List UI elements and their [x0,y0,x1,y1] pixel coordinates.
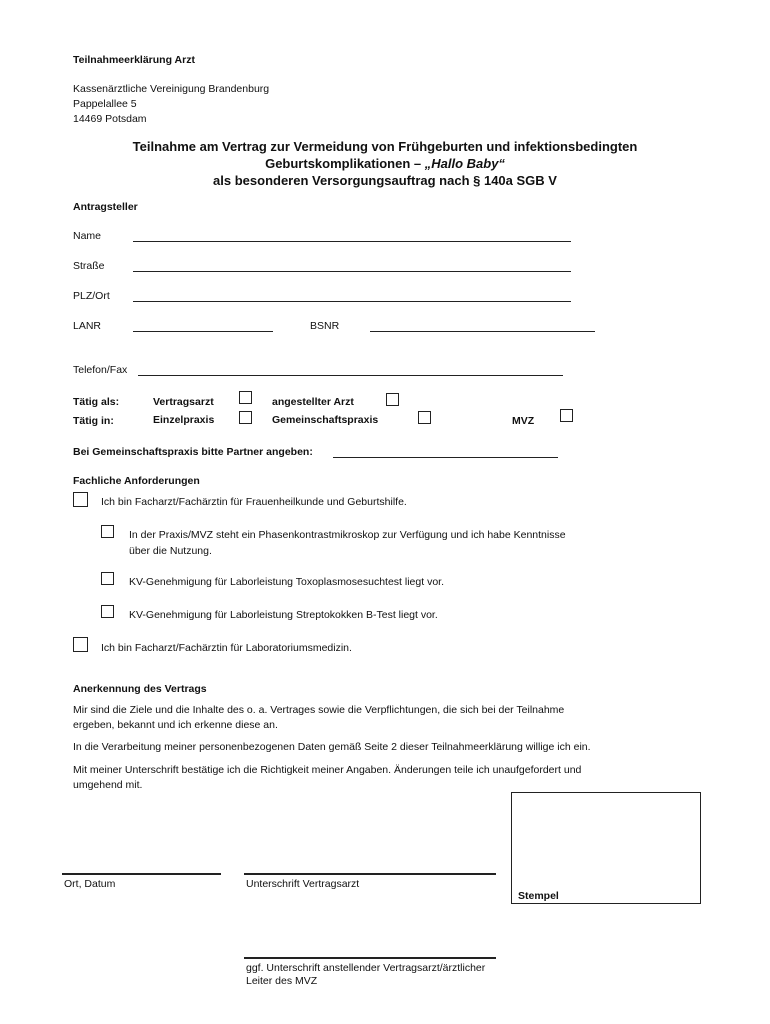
bsnr-label: BSNR [310,320,340,332]
contract-title-program: „Hallo Baby“ [424,156,505,171]
vertragsarzt-label: Vertragsarzt [153,396,214,408]
angestellter-arzt-checkbox[interactable] [386,393,399,406]
address-line-3: 14469 Potsdam [73,113,147,125]
frauenheilkunde-checkbox[interactable] [73,492,88,507]
requirements-heading: Fachliche Anforderungen [73,475,200,487]
street-field[interactable] [133,271,571,272]
bsnr-field[interactable] [370,331,595,332]
laboratoriumsmedizin-label: Ich bin Facharzt/Fachärztin für Laboratoriumsmedizin. [101,642,352,654]
toxoplasmose-checkbox[interactable] [101,572,114,585]
employer-signature-line[interactable] [244,957,496,959]
ack-paragraph-2: In die Verarbeitung meiner personenbezogenen Daten gemäß Seite 2 dieser Teilnahmeerklärung willige ich ein. [73,741,591,753]
phasenkontrast-label-2: über die Nutzung. [129,545,212,557]
stamp-box[interactable] [511,792,701,904]
contract-title-line-2 [0,156,770,171]
lanr-field[interactable] [133,331,273,332]
toxoplasmose-label: KV-Genehmigung für Laborleistung Toxoplasmosesuchtest liegt vor. [129,576,444,588]
zip-city-field[interactable] [133,301,571,302]
contract-title-line-1: Teilnahme am Vertrag zur Vermeidung von Frühgeburten und infektionsbedingten [132,139,638,154]
phasenkontrast-checkbox[interactable] [101,525,114,538]
place-date-line[interactable] [62,873,221,875]
contract-title-line-3: als besonderen Versorgungsauftrag nach § 140a SGB V [213,173,557,188]
partner-field[interactable] [333,457,558,458]
place-date-label: Ort, Datum [64,878,116,890]
phasenkontrast-label-1: In der Praxis/MVZ steht ein Phasenkontrastmikroskop zur Verfügung und ich habe Kenntnisse [129,529,566,541]
employer-signature-label-1: ggf. Unterschrift anstellender Vertragsarzt/ärztlicher [246,962,486,974]
employer-signature-label-2: Leiter des MVZ [246,975,318,987]
ack-paragraph-1-line-2: ergeben, bekannt und ich erkenne diese an. [73,719,278,731]
lanr-label: LANR [73,320,102,332]
name-field[interactable] [133,241,571,242]
stamp-label: Stempel [518,890,559,902]
applicant-heading: Antragsteller [73,201,138,213]
signature-line[interactable] [244,873,496,875]
street-label: Straße [73,260,105,272]
einzelpraxis-checkbox[interactable] [239,411,252,424]
address-line-1: Kassenärztliche Vereinigung Brandenburg [73,83,270,95]
active-in-label: Tätig in: [73,415,114,427]
mvz-checkbox[interactable] [560,409,573,422]
address-line-2: Pappelallee 5 [73,98,137,110]
ack-paragraph-3-line-2: umgehend mit. [73,779,143,791]
einzelpraxis-label: Einzelpraxis [153,414,215,426]
laboratoriumsmedizin-checkbox[interactable] [73,637,88,652]
acknowledgement-heading: Anerkennung des Vertrags [73,683,207,695]
ack-paragraph-3-line-1: Mit meiner Unterschrift bestätige ich die Richtigkeit meiner Angaben. Änderungen teile ich unaufgefordert und [73,764,582,776]
partner-label: Bei Gemeinschaftspraxis bitte Partner angeben: [73,446,313,458]
streptokokken-checkbox[interactable] [101,605,114,618]
contract-title-prefix: Geburtskomplikationen – [265,156,425,171]
angestellter-arzt-label: angestellter Arzt [272,396,354,408]
name-label: Name [73,230,102,242]
frauenheilkunde-label: Ich bin Facharzt/Fachärztin für Frauenheilkunde und Geburtshilfe. [101,496,407,508]
streptokokken-label: KV-Genehmigung für Laborleistung Streptokokken B-Test liegt vor. [129,609,438,621]
phone-fax-field[interactable] [138,375,563,376]
form-title: Teilnahmeerklärung Arzt [73,54,195,66]
active-as-label: Tätig als: [73,396,120,408]
signature-label: Unterschrift Vertragsarzt [246,878,360,890]
vertragsarzt-checkbox[interactable] [239,391,252,404]
zip-city-label: PLZ/Ort [73,290,110,302]
mvz-label: MVZ [512,415,535,427]
phone-fax-label: Telefon/Fax [73,364,128,376]
gemeinschaftspraxis-label: Gemeinschaftspraxis [272,414,379,426]
ack-paragraph-1-line-1: Mir sind die Ziele und die Inhalte des o. a. Vertrages sowie die Verpflichtungen, die sich bei der Teilnahme [73,704,565,716]
gemeinschaftspraxis-checkbox[interactable] [418,411,431,424]
